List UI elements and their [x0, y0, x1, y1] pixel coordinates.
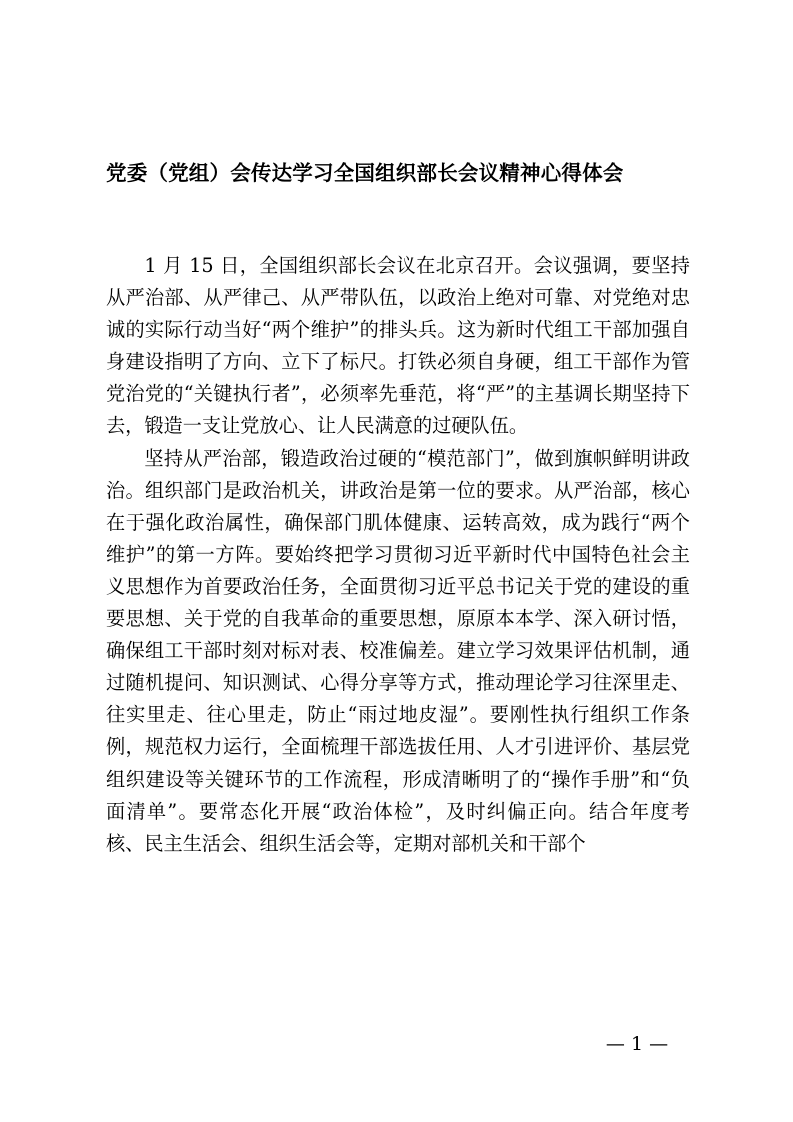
- document-title: 党委（党组）会传达学习全国组织部长会议精神心得体会: [106, 161, 624, 185]
- page-number: — 1 —: [605, 1033, 669, 1055]
- paragraph-1: 1 月 15 日，全国组织部长会议在北京召开。会议强调，要坚持从严治部、从严律己、从严带队伍，以政治上绝对可靠、对党绝对忠诚的实际行动当好“两个维护”的排头兵。这为新时代组工干部加强自身建设指明了方向、立下了标尺。打铁必须自身硬，组工干部作为管党治党的“关键执行者”，必须率先垂范，将“严”的主基调长期坚持下去，锻造一支让党放心、让人民满意的过硬队伍。: [106, 254, 690, 438]
- document-body: [106, 250, 690, 860]
- paragraph-2: 坚持从严治部，锻造政治过硬的“模范部门”，做到旗帜鲜明讲政治。组织部门是政治机关，讲政治是第一位的要求。从严治部，核心在于强化政治属性，确保部门肌体健康、运转高效，成为践行“两个维护”的第一方阵。要始终把学习贯彻习近平新时代中国特色社会主义思想作为首要政治任务，全面贯彻习近平总书记关于党的建设的重要思想、关于党的自我革命的重要思想，原原本本学、深入研讨悟，确保组工干部时刻对标对表、校准偏差。建立学习效果评估机制，通过随机提问、知识测试、心得分享等方式，推动理论学习往深里走、往实里走、往心里走，防止“雨过地皮湿”。要刚性执行组织工作条例，规范权力运行，全面梳理干部选拔任用、人才引进评价、基层党组织建设等关键环节的工作流程，形成清晰明了的“操作手册”和“负面清单”。要常态化开展“政治体检”，及时纠偏正向。结合年度考核、民主生活会、组织生活会等，定期对部机关和干部个: [106, 446, 690, 855]
